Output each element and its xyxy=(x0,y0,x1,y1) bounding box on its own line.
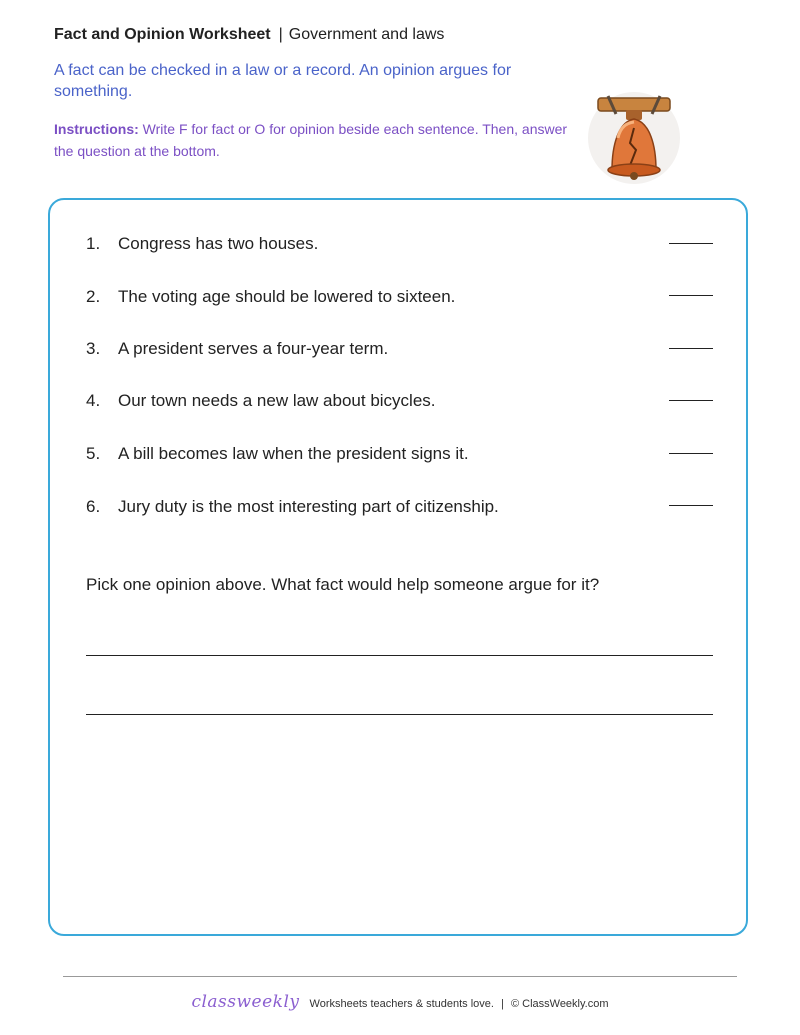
answer-blank-3[interactable] xyxy=(669,348,713,349)
list-item: 1. Congress has two houses. xyxy=(86,234,319,253)
instructions-text: Write F for fact or O for opinion beside each sentence. Then, answer the question at the bottom. xyxy=(54,121,568,159)
list-item: 6. Jury duty is the most interesting part of citizenship. xyxy=(86,497,499,516)
list-item: 3. A president serves a four-year term. xyxy=(86,339,389,358)
answer-line-1[interactable] xyxy=(86,655,713,656)
answer-blank-1[interactable] xyxy=(669,243,713,244)
worksheet-title: Fact and Opinion Worksheet xyxy=(54,26,271,43)
header-separator: | xyxy=(278,26,283,43)
footer xyxy=(0,992,800,1012)
instructions-label: Instructions: xyxy=(54,121,139,137)
footer-divider xyxy=(63,976,737,977)
question-text: Pick one opinion above. What fact would help someone argue for it? xyxy=(86,575,600,594)
worksheet-card xyxy=(48,198,748,936)
answer-blank-2[interactable] xyxy=(669,295,713,296)
footer-tagline: Worksheets teachers & students love. xyxy=(309,998,494,1010)
worksheet-header xyxy=(54,26,444,44)
list-item: 2. The voting age should be lowered to sixteen. xyxy=(86,287,456,306)
worksheet-subtitle: A fact can be checked in a law or a record. An opinion argues for something. xyxy=(54,62,512,100)
list-item: 4. Our town needs a new law about bicycles. xyxy=(86,391,436,410)
answer-blank-4[interactable] xyxy=(669,400,713,401)
liberty-bell-icon xyxy=(582,88,686,188)
classweekly-logo: classweekly xyxy=(191,992,300,1012)
answer-blank-6[interactable] xyxy=(669,505,713,506)
answer-line-2[interactable] xyxy=(86,714,713,715)
answer-blank-5[interactable] xyxy=(669,453,713,454)
footer-copyright: © ClassWeekly.com xyxy=(510,998,609,1010)
worksheet-topic: Government and laws xyxy=(288,26,445,43)
instructions xyxy=(54,118,584,162)
footer-separator: | xyxy=(501,998,504,1010)
list-item: 5. A bill becomes law when the president signs it. xyxy=(86,444,469,463)
